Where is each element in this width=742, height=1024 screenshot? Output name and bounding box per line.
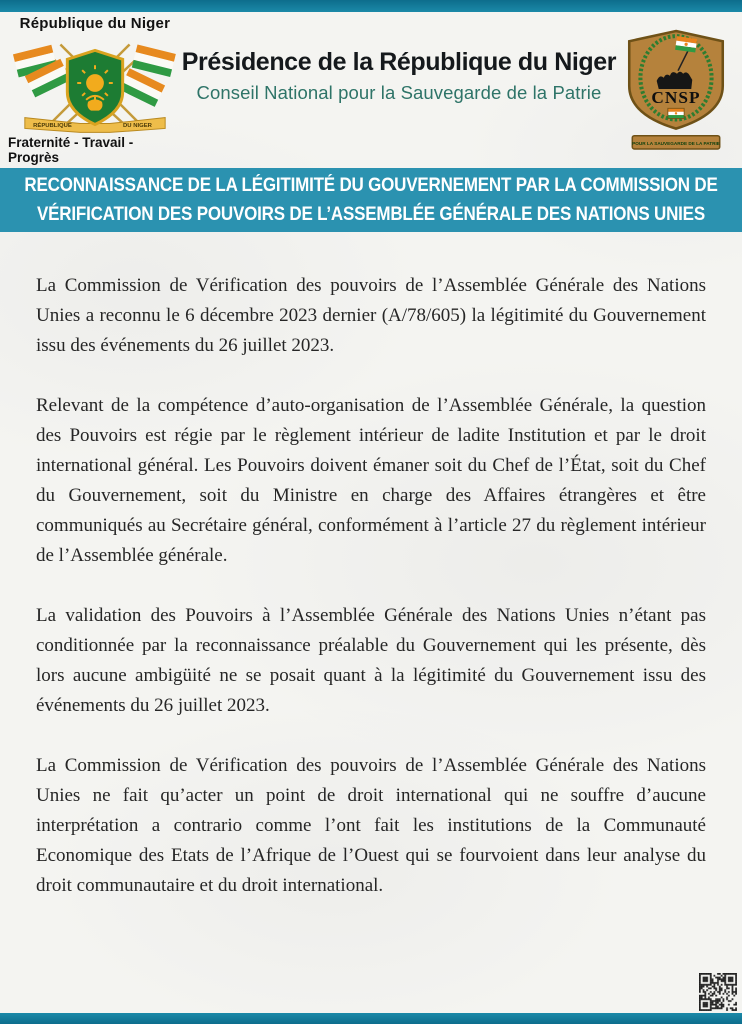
country-label: République du Niger [19,15,171,32]
seal-motto-label: Fraternité - Travail - Progrès [8,135,134,165]
niger-coat-of-arms-block [0,15,182,165]
bottom-accent-bar [0,1013,742,1024]
page-title: Présidence de la République du Niger [181,48,617,76]
cnsp-acronym-text: CNSP [651,88,701,108]
header [0,12,742,168]
headline-text: RECONNAISSANCE DE LA LÉGITIMITÉ DU GOUVERNEMENT PAR LA COMMISSION DE VÉRIFICATION DES POUVOIRS DE L’ASSEMBLÉE GÉNÉRALE DES NATIONS UNIES [24,174,718,225]
cnsp-badge-block [616,28,742,152]
seal-ribbon-left-text: RÉPUBLIQUE [33,122,72,129]
paragraph-1: La Commission de Vérification des pouvoirs de l’Assemblée Générale des Nations Unies a reconnu le 6 décembre 2023 dernier (A/78/605) la légitimité du Gouvernement issu des événements du 26 juillet 2023. [36,275,706,356]
document-body [36,232,706,931]
top-accent-bar [0,0,742,12]
header-titles [182,48,616,104]
headline-banner [0,168,742,232]
paragraph-4: La Commission de Vérification des pouvoirs de l’Assemblée Générale des Nations Unies ne fait qu’acter un point de droit international qui ne souffre d’aucune interprétation a contrario comme l’ont fait les institutions de la Communauté Economique des Etats de l’Afrique de l’Ouest qui se fourvoient dans leur analyse du droit communautaire et du droit international. [36,755,706,896]
niger-coat-of-arms-icon [11,34,179,134]
cnsp-ribbon-text: POUR LA SAUVEGARDE DE LA PATRIE [632,140,720,146]
qr-code [699,973,737,1011]
paragraph-3: La validation des Pouvoirs à l’Assemblée Générale des Nations Unies n’étant pas conditionnée par la reconnaissance préalable du Gouvernement qui les présente, dès lors aucune ambigüité ne se posait quant à la légitimité du Gouvernement issu des événements du 26 juillet 2023. [36,605,706,716]
cnsp-badge-icon [619,28,733,152]
page-subtitle: Conseil National pour la Sauvegarde de la Patrie [196,82,602,103]
seal-ribbon-right-text: DU NIGER [122,122,152,129]
paragraph-2: Relevant de la compétence d’auto-organisation de l’Assemblée Générale, la question des Pouvoirs est régie par le règlement intérieur de ladite Institution et par le droit international général. Les Pouvoirs doivent émaner soit du Chef de l’État, soit du Chef du Gouvernement, soit du Ministre en charge des Affaires étrangères et être communiqués au Secrétaire général, conformément à l’article 27 du règlement intérieur de l’Assemblée générale. [36,395,706,566]
